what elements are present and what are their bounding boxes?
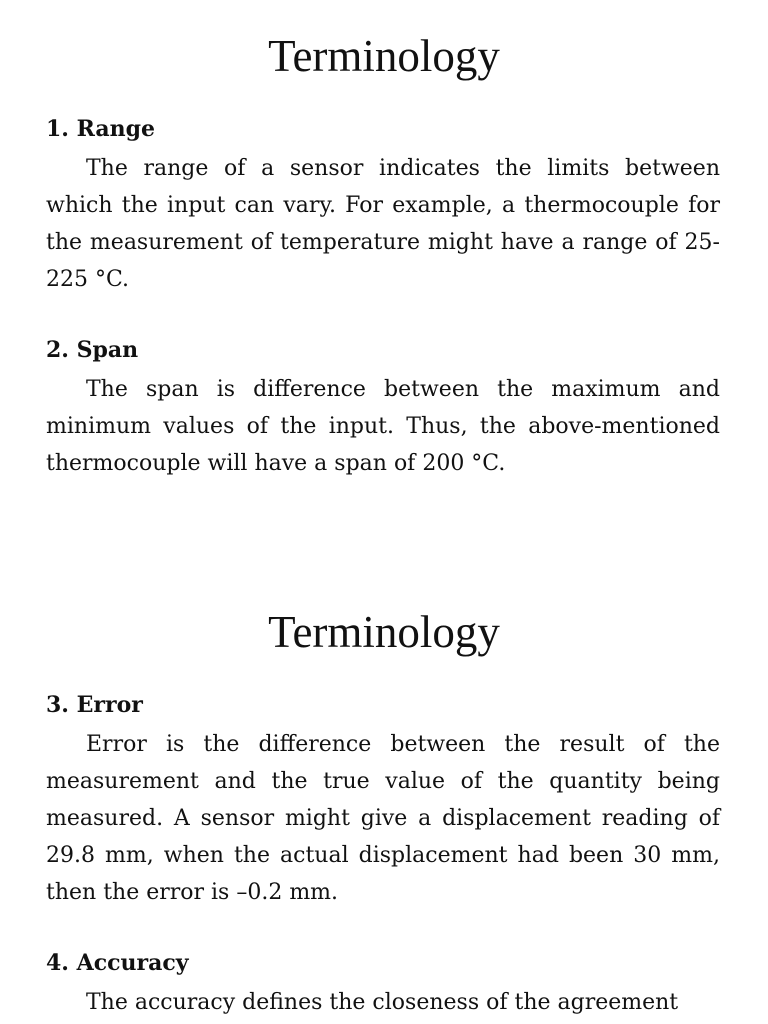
term-heading: 1. Range bbox=[46, 116, 156, 142]
term-span bbox=[46, 337, 720, 482]
term-heading: 3. Error bbox=[46, 692, 143, 718]
slide-title: Terminology bbox=[268, 31, 500, 81]
term-heading: 2. Span bbox=[46, 337, 139, 363]
term-body: The span is difference between the maximum and minimum values of the input. Thus, the above-mentioned thermocouple will have a span of 200 °C. bbox=[46, 377, 720, 476]
term-accuracy bbox=[46, 950, 720, 1021]
term-heading: 4. Accuracy bbox=[46, 950, 189, 976]
term-body: The range of a sensor indicates the limits between which the input can vary. For example, a thermocouple for the measurement of temperature might have a range of 25-225 °C. bbox=[46, 156, 720, 292]
term-body: Error is the difference between the result of the measurement and the true value of the quantity being measured. A sensor might give a displacement reading of 29.8 mm, when the actual displacement had been 30 mm, then the error is –0.2 mm. bbox=[46, 732, 720, 905]
slide-2 bbox=[0, 575, 768, 1024]
term-error bbox=[46, 692, 720, 911]
term-range bbox=[46, 116, 720, 298]
slide-title: Terminology bbox=[268, 607, 500, 657]
term-body: The accuracy defines the closeness of the agreement bbox=[86, 990, 679, 1015]
